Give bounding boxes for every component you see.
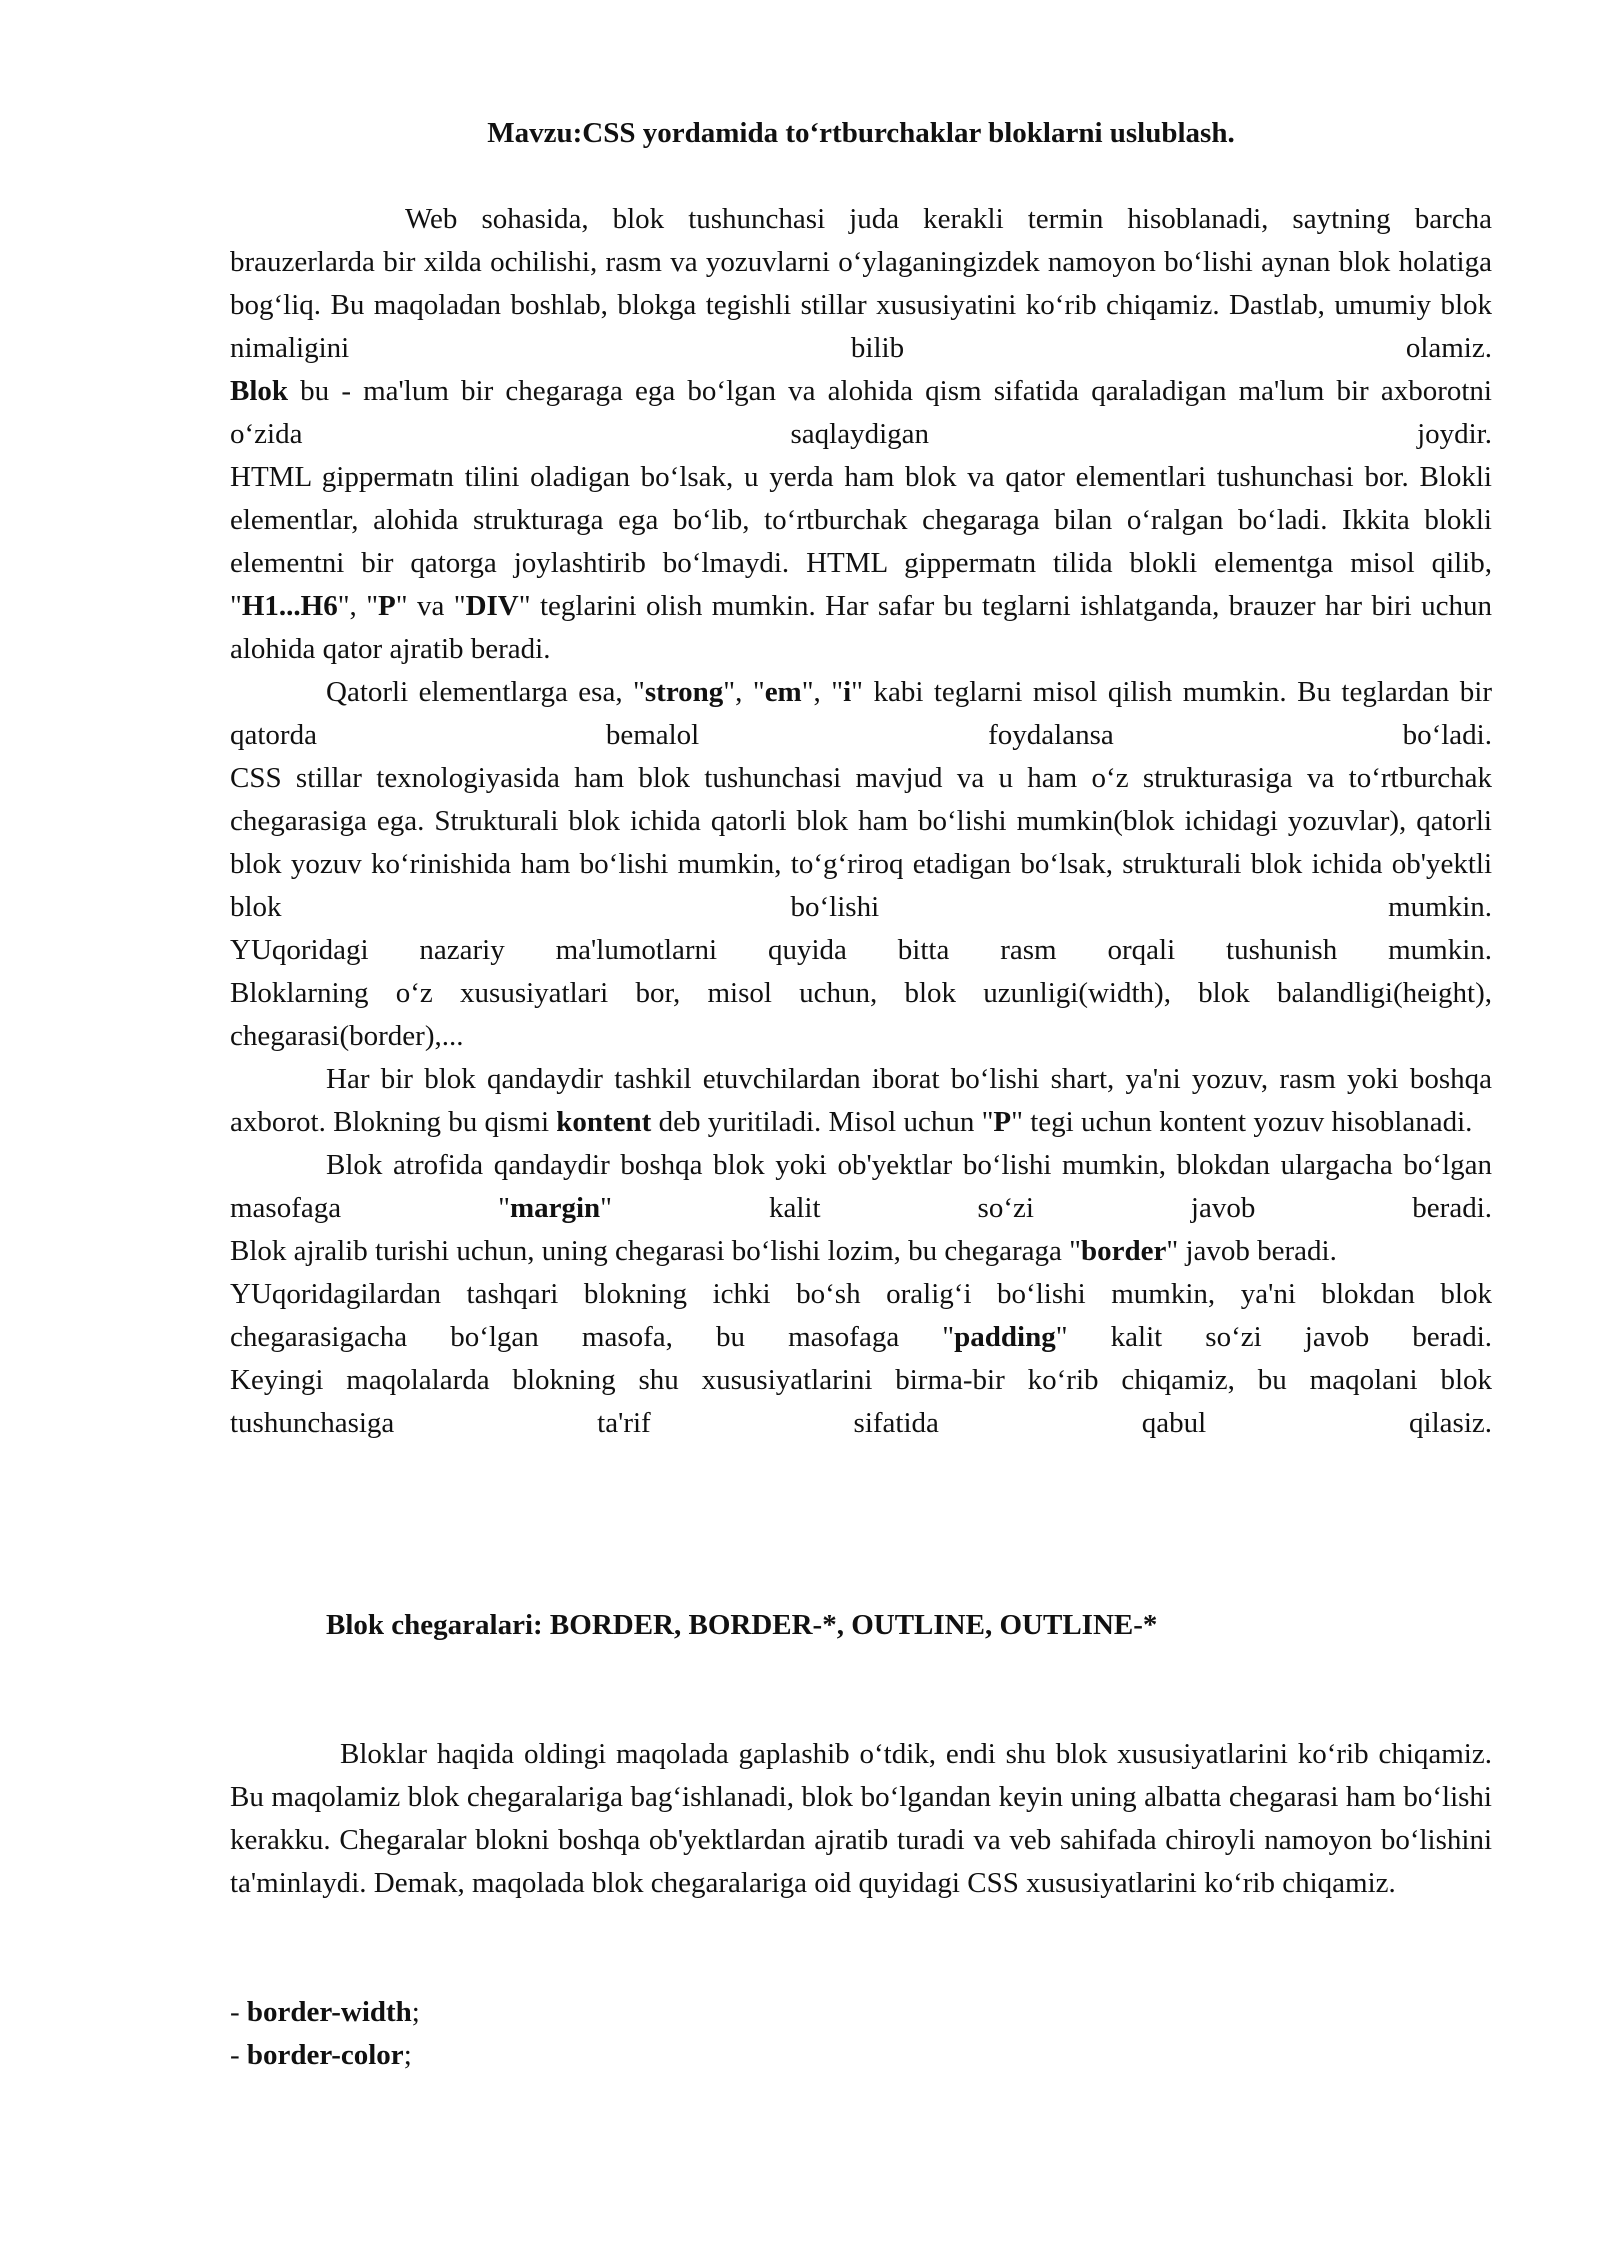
bold-term: i	[843, 676, 852, 708]
paragraph-text: Bloklarning o‘z xususiyatlari bor, misol uchun, blok uzunligi(width), blok balandligi(height), chegarasi(border),...	[230, 977, 1492, 1052]
intro-section	[230, 198, 1492, 1445]
list-dash: -	[230, 2039, 247, 2071]
list-item	[230, 1991, 1492, 2034]
paragraph-text: Web sohasida, blok tushunchasi juda kerakli termin hisoblanadi, saytning barcha brauzerlarda bir xilda ochilishi, rasm va yozuvlarni o‘ylaganingizdek namoyon bo‘lishi aynan blok holatiga bog‘liq. Bu maqoladan boshlab, blokga tegishli stillar xususiyatini ko‘rib chiqamiz. Dastlab, umumiy blok nimaligini bilib olamiz.	[230, 203, 1492, 364]
paragraph-theory	[230, 929, 1492, 972]
bold-term: H1...H6	[241, 590, 338, 622]
list-property-name: border-width	[246, 1996, 412, 2028]
border-section	[230, 1733, 1492, 1905]
paragraph-text: ", "	[801, 676, 844, 708]
bold-term: P	[378, 590, 396, 622]
paragraph-inline-elements	[230, 671, 1492, 757]
paragraph-properties	[230, 972, 1492, 1058]
paragraph-text: ", "	[723, 676, 765, 708]
paragraph-text: Blok ajralib turishi uchun, uning chegarasi bo‘lishi lozim, bu chegaraga "	[230, 1235, 1082, 1267]
paragraph-text: Blok atrofida qandaydir boshqa blok yoki ob'yektlar bo‘lishi mumkin, blokdan ulargacha bo‘lgan masofaga "	[230, 1149, 1492, 1224]
list-property-name: border-color	[246, 2039, 404, 2071]
bold-term: border	[1081, 1235, 1167, 1267]
bold-term: em	[764, 676, 802, 708]
paragraph-text: bu - ma'lum bir chegaraga ega bo‘lgan va alohida qism sifatida qaraladigan ma'lum bir axborotni o‘zida saqlaydigan joydir.	[230, 375, 1492, 450]
paragraph-text: " teglarini olish mumkin. Har safar bu teglarni ishlatganda, brauzer har biri uchun alohida qator ajratib beradi.	[230, 590, 1492, 665]
bold-term: Blok	[230, 375, 289, 407]
paragraph-text: CSS stillar texnologiyasida ham blok tushunchasi mavjud va u ham o‘z strukturasiga va to‘rtburchak chegarasiga ega. Strukturali blok ichida qatorli blok ham bo‘lishi mumkin(blok ichidagi yozuvlar), qatorli blok yozuv ko‘rinishida ham bo‘lishi mumkin, to‘g‘riroq etadigan bo‘lsak, strukturali blok ichida ob'yektli blok bo‘lishi mumkin.	[230, 762, 1492, 923]
paragraph-content	[230, 1058, 1492, 1144]
paragraph-blok-definition	[230, 370, 1492, 456]
paragraph-text: HTML gippermatn tilini oladigan bo‘lsak, u yerda ham blok va qator elementlari tushunchasi bor. Blokli elementlar, alohida strukturaga ega bo‘lib, to‘rtburchak chegaraga bilan o‘ralgan bo‘ladi. Ikkita blokli elementni bir qatorga joylashtirib bo‘lmaydi. HTML gippermatn tilida blokli elementga misol qilib, "	[230, 461, 1492, 622]
paragraph-intro	[230, 198, 1492, 370]
list-item	[230, 2034, 1492, 2077]
paragraph-html-blocks	[230, 456, 1492, 671]
paragraph-padding	[230, 1273, 1492, 1359]
paragraph-next-articles	[230, 1359, 1492, 1445]
bold-term: margin	[509, 1192, 601, 1224]
paragraph-css-blocks	[230, 757, 1492, 929]
list-semicolon: ;	[411, 1996, 420, 2028]
paragraph-margin	[230, 1144, 1492, 1230]
bold-term: DIV	[465, 590, 519, 622]
bold-term: P	[993, 1106, 1012, 1138]
list-semicolon: ;	[403, 2039, 412, 2071]
paragraph-text: Qatorli elementlarga esa, "	[326, 676, 645, 708]
paragraph-text: " kabi teglarni misol qilish mumkin. Bu teglardan bir qatorda bemalol foydalansa bo‘ladi.	[230, 676, 1492, 751]
page-title: Mavzu:CSS yordamida to‘rtburchaklar bloklarni uslublash.	[487, 117, 1235, 149]
bold-term: strong	[644, 676, 724, 708]
section-heading-wrapper	[230, 1604, 1492, 1647]
bold-term: kontent	[556, 1106, 652, 1138]
paragraph-border-intro: Bloklar haqida oldingi maqolada gaplashib o‘tdik, endi shu blok xususiyatlarini ko‘rib chiqamiz. Bu maqolamiz blok chegaralariga bag‘ishlanadi, blok bo‘lgandan keyin uning albatta chegarasi ham bo‘lishi kerakku. Chegaralar blokni boshqa ob'yektlardan ajratib turadi va veb sahifada chiroyli namoyon bo‘lishini ta'minlaydi. Demak, maqolada blok chegaralariga oid quyidagi CSS xususiyatlarini ko‘rib chiqamiz.	[230, 1738, 1492, 1899]
paragraph-text: " kalit so‘zi javob beradi.	[600, 1192, 1493, 1224]
paragraph-text: YUqoridagi nazariy ma'lumotlarni quyida bitta rasm orqali tushunish mumkin.	[230, 934, 1492, 966]
section-heading: Blok chegaralari: BORDER, BORDER-*, OUTLINE, OUTLINE-*	[326, 1609, 1158, 1641]
property-list	[230, 1991, 1492, 2077]
paragraph-text: ", "	[337, 590, 379, 622]
paragraph-text: " va "	[395, 590, 466, 622]
paragraph-text: deb yuritiladi. Misol uchun "	[651, 1106, 994, 1138]
paragraph-border	[230, 1230, 1492, 1273]
paragraph-text: " kalit so‘zi javob beradi.	[1055, 1321, 1493, 1353]
paragraph-text: " javob beradi.	[1166, 1235, 1337, 1267]
paragraph-text: Keyingi maqolalarda blokning shu xususiyatlarini birma-bir ko‘rib chiqamiz, bu maqolani blok tushunchasiga ta'rif sifatida qabul qilasiz.	[230, 1364, 1492, 1439]
paragraph-text: YUqoridagilardan tashqari blokning ichki bo‘sh oralig‘i bo‘lishi mumkin, ya'ni blokdan blok chegarasigacha bo‘lgan masofa, bu masofaga "	[230, 1278, 1492, 1353]
list-dash: -	[230, 1996, 247, 2028]
paragraph-text: Har bir blok qandaydir tashkil etuvchilardan iborat bo‘lishi shart, ya'ni yozuv, rasm yoki boshqa axborot. Blokning bu qismi	[230, 1063, 1492, 1138]
bold-term: padding	[954, 1321, 1056, 1353]
paragraph-text: " tegi uchun kontent yozuv hisoblanadi.	[1011, 1106, 1473, 1138]
